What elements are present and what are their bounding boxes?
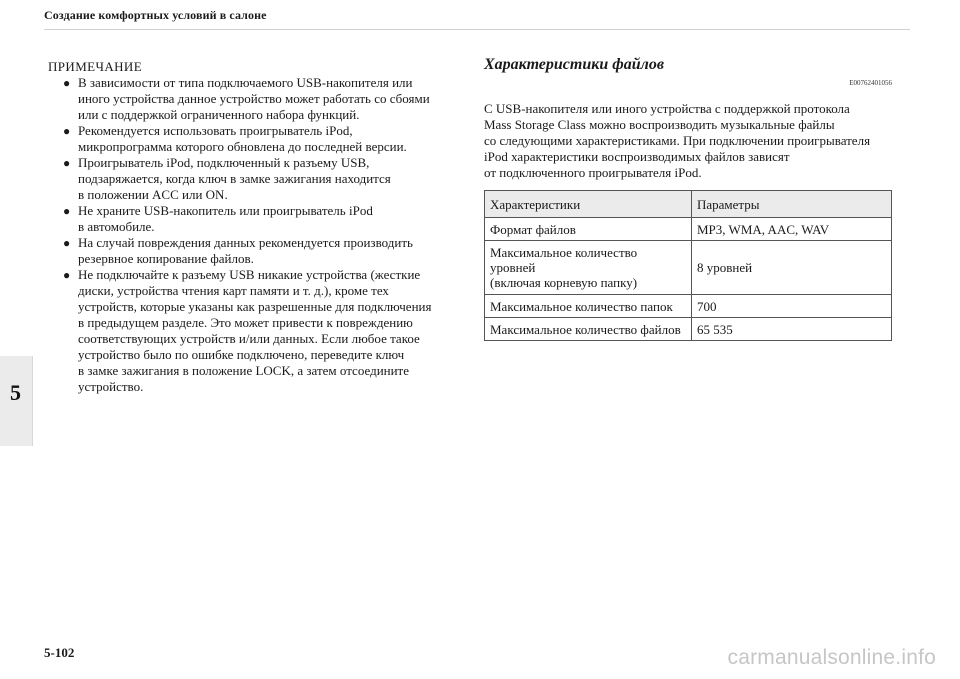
page-number: 5-102	[44, 645, 75, 660]
table-row	[485, 241, 892, 295]
file-specs-table	[484, 190, 892, 341]
table-header-cell: Характеристики	[485, 191, 692, 218]
section-title: Характеристики файлов	[484, 56, 664, 73]
header-divider	[44, 29, 910, 30]
note-item	[48, 235, 458, 267]
table-cell: Формат файлов	[485, 218, 692, 241]
note-item	[48, 75, 458, 123]
table-cell: Максимальное количество файлов	[485, 318, 692, 341]
table-cell: 700	[692, 295, 892, 318]
note-item-text: В зависимости от типа подключаемого USB-накопителя или иного устройства данное устройство может работать со сбоями или с поддержкой ограниченного набора функций.	[78, 75, 430, 122]
chapter-tab	[0, 356, 33, 446]
note-item-text: Проигрыватель iPod, подключенный к разъему USB, подзаряжается, когда ключ в замке зажигания находится в положении ACC или ON.	[78, 155, 391, 202]
table-header-row	[485, 191, 892, 218]
bullet-icon: ●	[63, 156, 71, 170]
watermark-text: carmanualsonline.info	[727, 646, 936, 669]
bullet-icon: ●	[63, 124, 71, 138]
section-intro: С USB-накопителя или иного устройства с поддержкой протокола Mass Storage Class можно воспроизводить музыкальные файлы со следующими характеристиками. При подключении проигрывателя iPod характеристики воспроизводимых файлов зависят от подключенного проигрывателя iPod.	[484, 101, 871, 180]
bullet-icon: ●	[63, 268, 71, 282]
bullet-icon: ●	[63, 76, 71, 90]
table-cell: Максимальное количество папок	[485, 295, 692, 318]
note-item-text: Рекомендуется использовать проигрыватель iPod, микропрограмма которого обновлена до последней версии.	[78, 123, 407, 154]
table-header-cell: Параметры	[692, 191, 892, 218]
table-cell: 65 535	[692, 318, 892, 341]
note-block	[48, 59, 458, 395]
table-row	[485, 318, 892, 341]
note-item	[48, 155, 458, 203]
note-item-text: Не храните USB-накопитель или проигрыватель iPod в автомобиле.	[78, 203, 373, 234]
table-cell: 8 уровней	[692, 241, 892, 295]
table-row	[485, 218, 892, 241]
note-item	[48, 203, 458, 235]
table-cell: MP3, WMA, AAC, WAV	[692, 218, 892, 241]
bullet-icon: ●	[63, 236, 71, 250]
table-cell: Максимальное количество уровней (включая корневую папку)	[485, 241, 692, 295]
bullet-icon: ●	[63, 204, 71, 218]
chapter-number: 5	[10, 380, 21, 405]
running-header-title: Создание комфортных условий в салоне	[44, 8, 267, 22]
note-item-text: На случай повреждения данных рекомендуется производить резервное копирование файлов.	[78, 235, 413, 266]
note-title: ПРИМЕЧАНИЕ	[48, 59, 143, 74]
note-item-text: Не подключайте к разъему USB никакие устройства (жесткие диски, устройства чтения карт памяти и т. д.), кроме тех устройств, которые указаны как разрешенные для подключения в предыдущем разделе. Это может привести к повреждению соответствующих устройств и/или данных. Если любое такое устройство было по ошибке подключено, переведите ключ в замке зажигания в положение LOCK, а затем отсоедините устройство.	[78, 267, 432, 394]
section-code: E00762401056	[849, 79, 892, 87]
table-row	[485, 295, 892, 318]
note-item	[48, 267, 458, 395]
note-item	[48, 123, 458, 155]
